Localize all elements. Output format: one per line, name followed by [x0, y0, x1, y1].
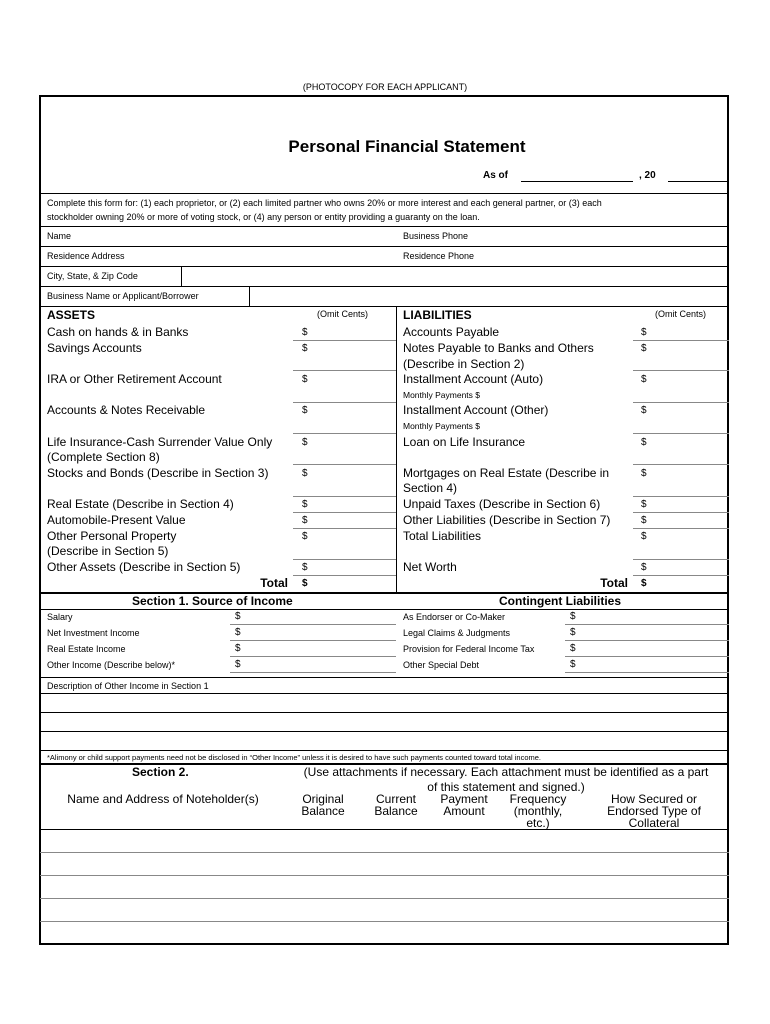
section2-row-1[interactable] [40, 852, 729, 853]
residence-address-label: Residence Address [47, 251, 125, 261]
mortgages-currency: $ [641, 468, 647, 479]
salary-label: Salary [47, 612, 73, 622]
col-secured-1: How Secured or [610, 792, 698, 806]
life-insurance-sub: (Complete Section 8) [47, 450, 160, 464]
other-income-label: Other Income (Describe below)* [47, 660, 176, 670]
salary-currency: $ [235, 611, 241, 622]
net-investment-label: Net Investment Income [47, 628, 140, 638]
salary-field[interactable] [230, 624, 396, 625]
other-property-currency: $ [302, 531, 308, 542]
col-original-1: Original [302, 792, 344, 806]
life-insurance-label: Life Insurance-Cash Surrender Value Only [47, 435, 273, 449]
special-debt-field[interactable] [565, 672, 729, 673]
name-label: Name [47, 231, 72, 241]
total-liabilities-field[interactable] [633, 559, 729, 560]
monthly-payments-other: Monthly Payments $ [403, 421, 481, 431]
year-prefix: , 20 [639, 170, 656, 181]
accounts-payable-field[interactable] [633, 340, 729, 341]
savings-currency: $ [302, 343, 308, 354]
endorser-label: As Endorser or Co-Maker [403, 612, 506, 622]
col-current-2: Balance [374, 804, 418, 818]
residence-phone-label: Residence Phone [403, 251, 475, 261]
loan-life-field[interactable] [633, 464, 729, 465]
col-frequency-1: Frequency [509, 792, 567, 806]
col-original-2: Balance [301, 804, 345, 818]
installment-auto-currency: $ [641, 374, 647, 385]
liabilities-total-label: Total [600, 576, 628, 590]
real-estate-field[interactable] [293, 512, 396, 513]
installment-auto-field[interactable] [633, 402, 729, 403]
legal-claims-label: Legal Claims & Judgments [403, 628, 511, 638]
ira-currency: $ [302, 374, 308, 385]
other-liabilities-label: Other Liabilities (Describe in Section 7) [403, 513, 611, 527]
residence-address-field[interactable] [40, 266, 729, 267]
business-name-label: Business Name or Applicant/Borrower [47, 291, 199, 301]
other-income-field[interactable] [230, 672, 396, 673]
other-property-field[interactable] [293, 559, 396, 560]
col-secured-2: Endorsed Type of [607, 804, 701, 818]
notes-payable-field[interactable] [633, 370, 729, 371]
description-line-1[interactable] [40, 712, 729, 713]
notes-payable-label: Notes Payable to Banks and Others [403, 341, 594, 355]
auto-label: Automobile-Present Value [47, 513, 186, 527]
notes-payable-currency: $ [641, 343, 647, 354]
unpaid-taxes-currency: $ [641, 499, 647, 510]
section2-row-2[interactable] [40, 875, 729, 876]
other-assets-label: Other Assets (Describe in Section 5) [47, 560, 241, 574]
net-worth-currency: $ [641, 562, 647, 573]
as-of-label: As of [483, 170, 508, 181]
section2-note-2: of this statement and signed.) [427, 780, 585, 794]
section2-heading: Section 2. [132, 765, 189, 779]
installment-other-label: Installment Account (Other) [403, 403, 549, 417]
assets-total-currency: $ [302, 578, 308, 589]
stocks-field[interactable] [293, 496, 396, 497]
federal-tax-field[interactable] [565, 656, 729, 657]
col-secured-3: Collateral [628, 816, 680, 830]
mortgages-field[interactable] [633, 496, 729, 497]
year-field[interactable] [668, 181, 728, 182]
real-estate-income-label: Real Estate Income [47, 644, 126, 654]
ira-label: IRA or Other Retirement Account [47, 372, 222, 386]
real-estate-currency: $ [302, 499, 308, 510]
unpaid-taxes-field[interactable] [633, 512, 729, 513]
cash-label: Cash on hands & in Banks [47, 325, 189, 339]
accounts-payable-label: Accounts Payable [403, 325, 500, 339]
ira-field[interactable] [293, 402, 396, 403]
liabilities-omit-cents: (Omit Cents) [655, 309, 707, 319]
real-estate-income-field[interactable] [230, 656, 396, 657]
photocopy-note: (PHOTOCOPY FOR EACH APPLICANT) [302, 82, 468, 92]
col-payment-2: Amount [443, 804, 485, 818]
assets-total-label: Total [260, 576, 288, 590]
legal-claims-field[interactable] [565, 640, 729, 641]
contingent-heading: Contingent Liabilities [499, 594, 621, 608]
other-liabilities-currency: $ [641, 515, 647, 526]
real-estate-income-currency: $ [235, 643, 241, 654]
other-property-sub: (Describe in Section 5) [47, 544, 169, 558]
city-state-zip-field[interactable] [40, 286, 729, 287]
receivable-currency: $ [302, 405, 308, 416]
accounts-payable-currency: $ [641, 327, 647, 338]
receivable-label: Accounts & Notes Receivable [47, 403, 206, 417]
col-noteholder: Name and Address of Noteholder(s) [67, 792, 259, 806]
net-worth-field[interactable] [633, 575, 729, 576]
real-estate-label: Real Estate (Describe in Section 4) [47, 497, 234, 511]
alimony-footnote: *Alimony or child support payments need not be disclosed in “Other Income” unless it is desired to have such payments counted toward total income. [47, 753, 542, 762]
section1-heading: Section 1. Source of Income [132, 594, 293, 608]
other-assets-currency: $ [302, 562, 308, 573]
cash-field[interactable] [293, 340, 396, 341]
installment-other-field[interactable] [633, 433, 729, 434]
notes-payable-sub: (Describe in Section 2) [403, 357, 525, 371]
total-liabilities-label: Total Liabilities [403, 529, 482, 543]
installment-auto-label: Installment Account (Auto) [403, 372, 544, 386]
monthly-payments-auto: Monthly Payments $ [403, 390, 481, 400]
federal-tax-label: Provision for Federal Income Tax [403, 644, 535, 654]
auto-currency: $ [302, 515, 308, 526]
name-field[interactable] [40, 246, 729, 247]
mortgages-sub: Section 4) [403, 481, 458, 495]
liabilities-total-currency: $ [641, 578, 647, 589]
total-liabilities-currency: $ [641, 531, 647, 542]
instructions-line-1: Complete this form for: (1) each proprietor, or (2) each limited partner who owns 20% or more interest and each general partner, or (3) each [47, 198, 602, 208]
section2-row-4[interactable] [40, 921, 729, 922]
savings-label: Savings Accounts [47, 341, 142, 355]
special-debt-currency: $ [570, 659, 576, 670]
col-frequency-2: (monthly, [513, 804, 563, 818]
net-investment-field[interactable] [230, 640, 396, 641]
stocks-currency: $ [302, 468, 308, 479]
loan-life-currency: $ [641, 437, 647, 448]
description-line-2[interactable] [40, 731, 729, 732]
assets-heading: ASSETS [47, 308, 96, 322]
other-liabilities-field[interactable] [633, 528, 729, 529]
loan-life-label: Loan on Life Insurance [403, 435, 526, 449]
life-insurance-field[interactable] [293, 464, 396, 465]
section2-row-3[interactable] [40, 898, 729, 899]
unpaid-taxes-label: Unpaid Taxes (Describe in Section 6) [403, 497, 601, 511]
auto-field[interactable] [293, 528, 396, 529]
net-worth-label: Net Worth [403, 560, 457, 574]
endorser-field[interactable] [565, 624, 729, 625]
page-title: Personal Financial Statement [288, 137, 526, 156]
federal-tax-currency: $ [570, 643, 576, 654]
as-of-date-field[interactable] [521, 181, 633, 182]
installment-other-currency: $ [641, 405, 647, 416]
mortgages-label: Mortgages on Real Estate (Describe in [403, 466, 610, 480]
other-income-currency: $ [235, 659, 241, 670]
description-line-3[interactable] [40, 750, 729, 751]
col-current-1: Current [375, 792, 416, 806]
instructions-line-2: stockholder owning 20% or more of voting stock, or (4) any person or entity providing a guaranty on the loan. [47, 212, 480, 222]
savings-field[interactable] [293, 370, 396, 371]
cash-currency: $ [302, 327, 308, 338]
other-income-description-label: Description of Other Income in Section 1 [47, 681, 209, 691]
other-property-label: Other Personal Property [47, 529, 177, 543]
receivable-field[interactable] [293, 433, 396, 434]
business-name-field[interactable] [40, 306, 729, 307]
assets-omit-cents: (Omit Cents) [317, 309, 369, 319]
legal-claims-currency: $ [570, 627, 576, 638]
city-state-zip-label: City, State, & Zip Code [47, 271, 138, 281]
life-insurance-currency: $ [302, 437, 308, 448]
special-debt-label: Other Special Debt [403, 660, 480, 670]
liabilities-heading: LIABILITIES [403, 308, 472, 322]
section2-note-1: (Use attachments if necessary. Each attachment must be identified as a part [303, 765, 709, 779]
business-phone-label: Business Phone [403, 231, 469, 241]
other-assets-field[interactable] [293, 575, 396, 576]
net-investment-currency: $ [235, 627, 241, 638]
col-payment-1: Payment [440, 792, 488, 806]
endorser-currency: $ [570, 611, 576, 622]
stocks-label: Stocks and Bonds (Describe in Section 3) [47, 466, 269, 480]
col-frequency-3: etc.) [526, 816, 550, 830]
